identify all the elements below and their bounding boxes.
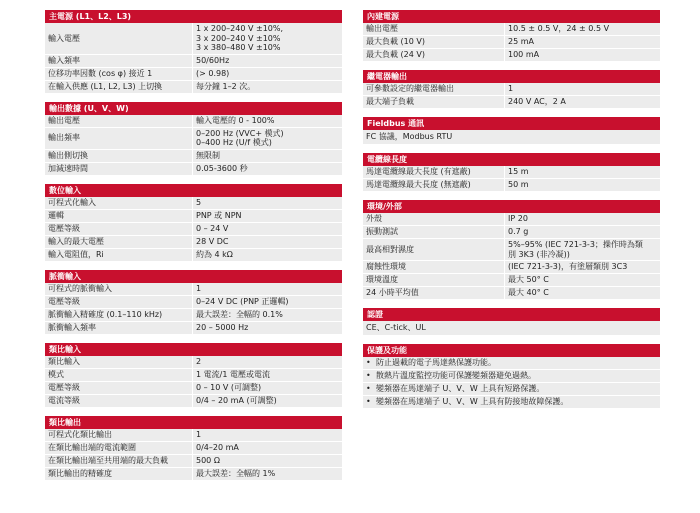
spec-label: 輸入頻率: [48, 55, 80, 65]
spec-row: [363, 179, 660, 192]
spec-value-line: 2: [196, 356, 202, 366]
section-header: 類比輸入: [45, 343, 342, 356]
spec-row: [45, 468, 342, 481]
spec-value: [192, 128, 342, 149]
bullet-icon: •: [366, 358, 371, 367]
spec-row: [45, 322, 342, 335]
spec-value-line: 50 m: [508, 180, 529, 190]
spec-value: [192, 81, 342, 93]
spec-label: 可程式化類比輸出: [48, 429, 112, 439]
spec-value-line: 無限制: [196, 150, 220, 160]
spec-value-line: 約為 4 kΩ: [196, 249, 233, 259]
spec-label: 模式: [48, 369, 64, 379]
spec-value-line: 0 – 10 V (可調整): [196, 382, 262, 392]
bullet-item: [363, 383, 660, 396]
section-header: 環境/外部: [363, 200, 660, 213]
spec-row: [363, 96, 660, 109]
spec-section: [363, 200, 660, 300]
spec-row: [45, 236, 342, 249]
spec-label: 振動測試: [366, 227, 398, 237]
spec-label: 脈衝輸入頻率: [48, 322, 96, 332]
spec-row: [45, 296, 342, 309]
spec-label: 類比輸入: [48, 356, 80, 366]
spec-value: [192, 468, 342, 480]
spec-value-line: 0/4–20 mA: [196, 442, 239, 452]
spec-value-line: 0.05-3600 秒: [196, 163, 248, 173]
spec-value-line: 0.7 g: [508, 227, 529, 237]
spec-label: 類比輸出的精確度: [48, 468, 112, 478]
spec-value: [504, 287, 660, 299]
spec-label: 最大負載 (10 V): [366, 37, 425, 47]
section-header: Fieldbus 通訊: [363, 117, 660, 130]
spec-value: [192, 23, 342, 54]
spec-value-line: 每分鐘 1–2 次。: [196, 81, 256, 91]
spec-value: [192, 442, 342, 454]
section-header: 保護及功能: [363, 344, 660, 357]
left-column: [45, 10, 342, 489]
spec-row: [45, 429, 342, 442]
section-header: 數位輸入: [45, 184, 342, 197]
spec-row: [363, 287, 660, 300]
spec-value-line: 輸入電壓的 0 - 100%: [196, 115, 275, 125]
spec-value-line: 5%–95% (IEC 721-3-3；操作時為類: [508, 240, 643, 249]
spec-value-line: 最大 40° C: [508, 288, 549, 298]
spec-row: [45, 23, 342, 55]
spec-row: [363, 36, 660, 49]
spec-value: [504, 166, 660, 178]
spec-label: 在類比輸出端至共用端的最大負載: [48, 455, 168, 465]
spec-value: [504, 274, 660, 286]
spec-value-line: 20 – 5000 Hz: [196, 322, 249, 332]
spec-row: [45, 283, 342, 296]
spec-value-line: (IEC 721-3-3)，有塗層類別 3C3: [508, 262, 628, 272]
spec-value: [192, 68, 342, 80]
spec-value: [504, 96, 660, 108]
spec-value: [192, 249, 342, 261]
spec-label: 可程式化輸入: [48, 197, 96, 207]
spec-label: 脈衝輸入精確度 (0.1–110 kHz): [48, 309, 163, 319]
section-header: 繼電器輸出: [363, 70, 660, 83]
spec-row: [363, 261, 660, 274]
spec-label: 加減速時間: [48, 163, 88, 173]
spec-row: [45, 356, 342, 369]
spec-row: [45, 81, 342, 94]
spec-value-line: 1: [508, 84, 514, 94]
spec-row: [45, 395, 342, 408]
spec-value-line: 0–400 Hz (U/f 模式): [196, 138, 272, 147]
spec-value: [504, 179, 660, 191]
spec-row: [45, 115, 342, 128]
bullet-text: 散熱片溫度監控功能可保護變頻器避免過熱。: [376, 371, 536, 380]
spec-value: [192, 55, 342, 67]
spec-value-line: 1: [196, 429, 202, 439]
spec-label: 電壓等級: [48, 296, 80, 306]
spec-value: [504, 213, 660, 225]
bullet-icon: •: [366, 397, 371, 406]
spec-row: [363, 49, 660, 62]
spec-label: 輸出側切換: [48, 150, 88, 160]
spec-section: [45, 10, 342, 94]
spec-value: [192, 283, 342, 295]
spec-row: [363, 274, 660, 287]
spec-row: [45, 210, 342, 223]
spec-value: [504, 83, 660, 95]
spec-value-line: 3 x 380–480 V ±10%: [196, 43, 281, 52]
spec-label: 最高相對濕度: [366, 244, 414, 254]
spec-label: 腐蝕性環境: [366, 262, 406, 272]
spec-section: [363, 10, 660, 62]
spec-row: [45, 369, 342, 382]
spec-value: [192, 163, 342, 175]
spec-value-line: 240 V AC，2 A: [508, 97, 566, 107]
spec-value-line: 15 m: [508, 167, 529, 177]
spec-value-line: IP 20: [508, 214, 528, 224]
spec-row: [45, 442, 342, 455]
spec-value-line: 1 x 200–240 V ±10%,: [196, 24, 284, 33]
spec-value: [504, 239, 660, 260]
spec-row: [45, 382, 342, 395]
spec-value-line: 0 – 24 V: [196, 223, 229, 233]
spec-row: [363, 239, 660, 261]
spec-value: [192, 369, 342, 381]
section-header: 內建電源: [363, 10, 660, 23]
spec-value-line: 0–24 V DC (PNP 正邏輯): [196, 296, 289, 306]
spec-label: 輸出電壓: [48, 115, 80, 125]
spec-row: [45, 249, 342, 262]
spec-value: [504, 261, 660, 273]
bullet-text: 變頻器在馬達端子 U、V、W 上具有防接地故障保護。: [376, 397, 569, 406]
section-header: 主電源 (L1、L2、L3): [45, 10, 342, 23]
section-header: 類比輸出: [45, 416, 342, 429]
spec-label: 電流等級: [48, 395, 80, 405]
spec-section: [363, 344, 660, 409]
spec-label: 輸出電壓: [366, 24, 398, 34]
spec-label: 在類比輸出端的電流範圍: [48, 442, 136, 452]
section-header: 認證: [363, 308, 660, 321]
spec-section: [45, 343, 342, 408]
spec-value: [192, 115, 342, 127]
spec-row: [363, 166, 660, 179]
bullet-icon: •: [366, 384, 371, 393]
spec-row: [363, 226, 660, 239]
spec-label: 可參數設定的繼電器輸出: [366, 84, 454, 94]
spec-label: 位移功率因數 (cos φ) 接近 1: [48, 68, 153, 78]
spec-label: 24 小時平均值: [366, 288, 419, 298]
spec-value-line: 最大 50° C: [508, 275, 549, 285]
spec-section: [363, 70, 660, 109]
spec-value: [192, 356, 342, 368]
spec-label: 電壓等級: [48, 382, 80, 392]
bullet-item: [363, 370, 660, 383]
spec-value: [192, 210, 342, 222]
spec-value: [504, 49, 660, 61]
spec-row: [45, 197, 342, 210]
spec-row: [45, 223, 342, 236]
spec-row: [45, 68, 342, 81]
section-header: 脈衝輸入: [45, 270, 342, 283]
spec-value-line: 別 3K3 (非冷凝)): [508, 249, 570, 259]
spec-value-line: 最大誤差：全幅的 0.1%: [196, 309, 283, 319]
spec-value: [504, 23, 660, 35]
spec-label: 輸入電壓: [48, 33, 80, 43]
spec-value-line: 100 mA: [508, 50, 540, 60]
spec-value: [192, 322, 342, 334]
spec-value-line: 0–200 Hz (VVC+ 模式): [196, 128, 284, 138]
spec-label: 輸入電阻值，Ri: [48, 249, 104, 259]
spec-section: [363, 117, 660, 145]
bullet-item: [363, 396, 660, 409]
spec-row: [45, 128, 342, 150]
spec-section: [45, 416, 342, 481]
spec-label: 在輸入供應 (L1, L2, L3) 上切換: [48, 81, 163, 91]
spec-value: [192, 429, 342, 441]
spec-label: 最大負載 (24 V): [366, 50, 425, 60]
spec-single-value: FC 協議，Modbus RTU: [363, 130, 660, 145]
right-column: [363, 10, 660, 417]
spec-value: [192, 455, 342, 467]
spec-row: [45, 309, 342, 322]
spec-value-line: 3 x 200–240 V ±10%: [196, 33, 281, 43]
section-header: 電纜線長度: [363, 153, 660, 166]
spec-value: [192, 296, 342, 308]
spec-section: [45, 102, 342, 176]
spec-section: [363, 153, 660, 192]
spec-value: [192, 236, 342, 248]
spec-row: [45, 55, 342, 68]
spec-value-line: (> 0.98): [196, 68, 230, 78]
spec-row: [45, 163, 342, 176]
spec-label: 馬達電纜線最大長度 (有遮蔽): [366, 167, 471, 177]
bullet-text: 防止過載的電子馬達熱保護功能。: [376, 358, 496, 367]
section-header: 輸出數據 (U、V、W): [45, 102, 342, 115]
spec-label: 輸入的最大電壓: [48, 236, 104, 246]
spec-value: [504, 226, 660, 238]
spec-value-line: PNP 或 NPN: [196, 210, 242, 220]
spec-row: [363, 23, 660, 36]
bullet-item: [363, 357, 660, 370]
spec-label: 外殼: [366, 214, 382, 224]
spec-value: [192, 223, 342, 235]
spec-label: 邏輯: [48, 210, 64, 220]
spec-value-line: 最大誤差：全幅的 1%: [196, 468, 276, 478]
bullet-icon: •: [366, 371, 371, 380]
spec-section: [363, 308, 660, 336]
spec-value-line: 10.5 ± 0.5 V，24 ± 0.5 V: [508, 24, 610, 34]
spec-value-line: 500 Ω: [196, 455, 220, 465]
spec-value-line: 28 V DC: [196, 236, 229, 246]
spec-value-line: 25 mA: [508, 37, 534, 47]
spec-value-line: 5: [196, 197, 202, 207]
spec-row: [363, 213, 660, 226]
spec-label: 馬達電纜線最大長度 (無遮蔽): [366, 180, 471, 190]
spec-label: 可程式的脈衝輸入: [48, 283, 112, 293]
spec-value: [192, 382, 342, 394]
spec-value: [504, 36, 660, 48]
spec-section: [45, 270, 342, 335]
spec-section: [45, 184, 342, 262]
spec-value: [192, 197, 342, 209]
bullet-text: 變頻器在馬達端子 U、V、W 上具有短路保護。: [376, 384, 545, 393]
spec-label: 最大端子負載: [366, 97, 414, 107]
spec-value-line: 1: [196, 283, 202, 293]
spec-row: [45, 455, 342, 468]
spec-value-line: 0/4 – 20 mA (可調整): [196, 395, 277, 405]
spec-value: [192, 309, 342, 321]
spec-label: 電壓等級: [48, 223, 80, 233]
spec-row: [363, 83, 660, 96]
spec-label: 環境溫度: [366, 275, 398, 285]
spec-row: [45, 150, 342, 163]
spec-single-value: CE、C-tick、UL: [363, 321, 660, 336]
spec-value: [192, 395, 342, 407]
spec-value-line: 50/60Hz: [196, 55, 230, 65]
spec-value: [192, 150, 342, 162]
spec-label: 輸出頻率: [48, 133, 80, 143]
spec-value-line: 1 電流/1 電壓或電流: [196, 369, 270, 379]
